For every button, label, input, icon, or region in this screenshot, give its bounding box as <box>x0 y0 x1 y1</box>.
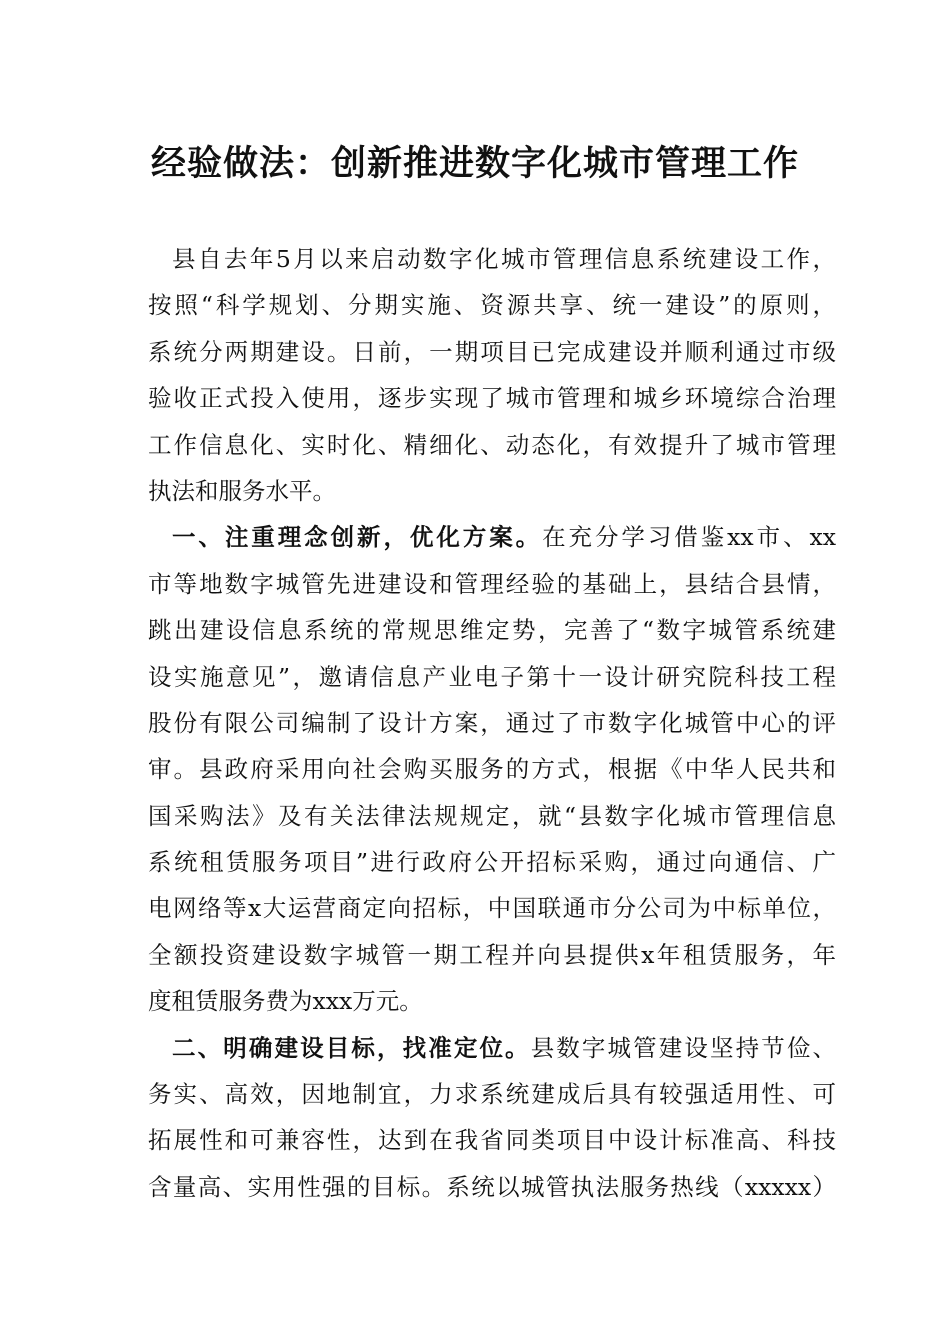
text-span: 县数字城管建设坚持节俭、 <box>530 1033 837 1062</box>
text-line: 含量高、实用性强的目标。系统以城管执法服务热线（xxxxx） <box>148 1172 836 1201</box>
text-line: 全额投资建设数字城管一期工程并向县提供x年租赁服务，年 <box>148 940 836 969</box>
text-line <box>148 1025 836 1071</box>
paragraph-section-1 <box>148 514 836 1024</box>
text-line: 系统分两期建设。日前，一期项目已完成建设并顺利通过市级 <box>148 337 836 366</box>
text-line: 执法和服务水平。 <box>148 476 336 505</box>
text-line <box>148 514 836 560</box>
text-line: 审。县政府采用向社会购买服务的方式，根据《中华人民共和 <box>148 755 836 784</box>
text-line: 电网络等x大运营商定向招标，中国联通市分公司为中标单位， <box>148 894 836 923</box>
text-line: 度租赁服务费为xxx万元。 <box>148 987 423 1016</box>
text-line: 设实施意见”，邀请信息产业电子第十一设计研究院科技工程 <box>148 662 836 691</box>
text-line: 跳出建设信息系统的常规思维定势，完善了“数字城管系统建 <box>148 616 836 645</box>
paragraph-section-2 <box>148 1025 836 1211</box>
text-line: 验收正式投入使用，逐步实现了城市管理和城乡环境综合治理 <box>148 384 836 413</box>
text-line: 系统租赁服务项目”进行政府公开招标采购，通过向通信、广 <box>148 848 836 877</box>
document-title: 经验做法：创新推进数字化城市管理工作 <box>150 143 799 184</box>
section-heading: 二、明确建设目标，找准定位。 <box>172 1033 531 1062</box>
text-line: 国采购法》及有关法律法规规定，就“县数字化城市管理信息 <box>148 801 836 830</box>
section-heading: 一、注重理念创新，优化方案。 <box>172 523 543 552</box>
text-span: 在充分学习借鉴xx市、xx <box>542 523 837 552</box>
text-line: 工作信息化、实时化、精细化、动态化，有效提升了城市管理 <box>148 430 836 459</box>
document-body <box>148 236 836 1210</box>
text-line: 市等地数字城管先进建设和管理经验的基础上，县结合县情， <box>148 569 836 598</box>
text-line: 股份有限公司编制了设计方案，通过了市数字化城管中心的评 <box>148 708 836 737</box>
text-line: 县自去年5月以来启动数字化城市管理信息系统建设工作， <box>172 245 836 273</box>
paragraph-intro <box>148 236 836 514</box>
text-line: 按照“科学规划、分期实施、资源共享、统一建设”的原则， <box>148 291 836 320</box>
text-line: 拓展性和可兼容性，达到在我省同类项目中设计标准高、科技 <box>148 1126 836 1155</box>
text-line: 务实、高效，因地制宜，力求系统建成后具有较强适用性、可 <box>148 1080 836 1109</box>
